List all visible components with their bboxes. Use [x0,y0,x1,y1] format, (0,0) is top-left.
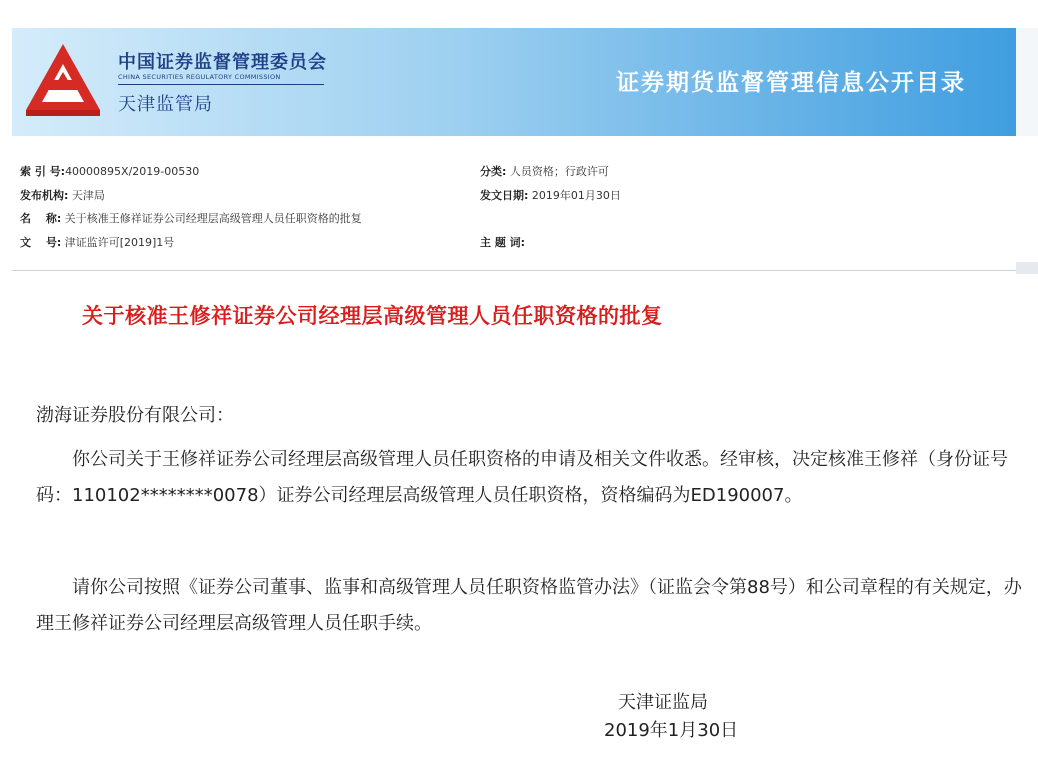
body-paragraph-2: 请你公司按照《证券公司董事、监事和高级管理人员任职资格监管办法》（证监会令第88号）和公司章程的有关规定，办理王修祥证券公司经理层高级管理人员任职手续。 [36,577,1022,634]
banner-edge [1016,28,1038,136]
meta-divider [12,270,1016,271]
meta-keywords [480,234,525,250]
meta-name-value: 关于核准王修祥证券公司经理层高级管理人员任职资格的批复 [64,212,362,225]
org-divider [118,84,324,85]
csrc-logo-icon [24,42,102,118]
sign-date: 2019年1月30日 [604,720,739,741]
meta-date-label: 发文日期: [480,189,529,202]
meta-category-value: 人员资格；行政许可 [509,165,609,178]
meta-index-label: 索 引 号: [20,165,66,178]
org-english-name: CHINA SECURITIES REGULATORY COMMISSION [118,73,281,81]
org-name: 中国证券监督管理委员会 [118,52,327,73]
meta-divider-edge [1016,262,1038,274]
document-title: 关于核准王修祥证券公司经理层高级管理人员任职资格的批复 [82,304,663,328]
meta-date-value: 2019年01月30日 [531,189,621,202]
meta-name [20,210,362,226]
meta-docno-value: 津证监许可[2019]1号 [64,236,175,249]
header-banner [12,28,1016,136]
meta-category-label: 分类: [480,165,507,178]
catalog-title: 证券期货监督管理信息公开目录 [616,70,966,96]
meta-index-value: 40000895X/2019-00530 [65,165,200,178]
meta-docno [20,234,174,250]
meta-keywords-label: 主 题 词: [480,236,526,249]
salutation: 渤海证券股份有限公司： [36,405,234,426]
meta-publisher-label: 发布机构: [20,189,69,202]
meta-publisher-value: 天津局 [71,189,105,202]
meta-category [480,163,609,179]
meta-date [480,187,621,203]
meta-publisher [20,187,105,203]
body-paragraph-1: 你公司关于王修祥证券公司经理层高级管理人员任职资格的申请及相关文件收悉。经审核，决定核准王修祥（身份证号码：110102********0078）证券公司经理层高级管理人员任职资格，资格编码为ED190007。 [36,449,1008,506]
meta-docno-label: 文 号: [20,236,62,249]
meta-index [20,163,199,179]
signer: 天津证监局 [618,692,708,713]
meta-name-label: 名 称: [20,212,62,225]
org-sub-name: 天津监管局 [118,94,213,115]
